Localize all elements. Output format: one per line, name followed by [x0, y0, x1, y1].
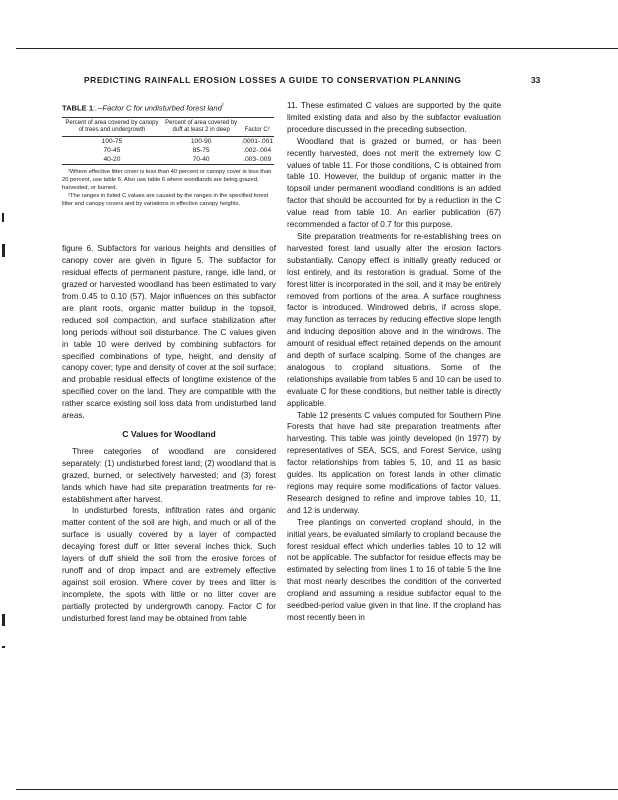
running-header: PREDICTING RAINFALL EROSION LOSSES A GUIDE TO CONSERVATION PLANNING — [84, 75, 462, 85]
table-footnotes — [62, 169, 276, 208]
right-column — [287, 100, 501, 624]
scan-mark — [2, 614, 5, 626]
factor-c-table — [62, 117, 274, 165]
body-paragraph: Three categories of woodland are considered separately: (1) undisturbed forest land; (2) woodland that is grazed, burned, or selectively harvested; and (3) forest lands which have had site preparation treatments for re-establishment after harvest. — [62, 446, 276, 504]
body-paragraph: Site preparation treatments for re-establishing trees on harvested forest land usually alter the erosion factors substantially. Canopy effect is initially greatly reduced or lost entirely, and its restoration is gradual. Some of the forest litter is incorporated in the soil, and it may be entirely removed from portions of the area. A surface roughness factor is introduced. Windrowed debris, if across slope, may function as terraces by reducing effective slope length and inducing deposition above and in the windrows. The amount of residual effect retained depends on the amount and depth of surface scalping. Some of the changes are analogous to cropland situations. Some of the relationships available from tables 5 and 10 can be used to evaluate C for these conditions, but neither table is directly applicable. — [287, 231, 501, 408]
table-footnote-1: ¹Where effective litter cover is less than 40 percent or canopy cover is less than 20 percent, use table 6. Also use table 6 where woodlands are being grazed, harvested, or burned. — [62, 169, 272, 191]
scan-mark — [2, 244, 5, 257]
table-cell: 40-20 — [62, 155, 162, 165]
top-rule — [16, 48, 618, 49]
scan-mark — [2, 646, 5, 648]
page-number: 33 — [531, 75, 541, 85]
table-row — [62, 137, 274, 147]
table-footnote-2: ²The ranges in listed C values are caused by the ranges in the specified forest litter and canopy covers and by variations in effective canopy heights. — [62, 193, 269, 207]
table-title — [62, 100, 276, 114]
table-cell: 85-75 — [192, 147, 210, 155]
table-header-duff: Percent of area covered by duff at least 2 in deep — [162, 118, 241, 137]
table-row — [62, 155, 274, 165]
body-paragraph: In undisturbed forests, infiltration rates and organic matter content of the soil are high, and much or all of the surface is usually covered by a layer of compacted decaying forest duff or litter several inches thick. Such layers of duff shield the soil from the erosive forces of runoff and of drop impact and are extremely effective against soil erosion. Where cover by trees and litter is incomplete, the spots with little or no litter cover are partially protected by undergrowth canopy. Factor C for undisturbed forest land may be obtained from table — [62, 506, 276, 623]
body-paragraph: Tree plantings on converted cropland should, in the initial years, be evaluated similarly to cropland because the forest residual effect which underlies tables 10 to 12 will not be applicable. The subfactor for residue effects may be estimated by selecting from lines 1 to 16 of table 5 the line that most nearly describes the condition of the converted cropland and assuming a residue subfactor equal to the seedbed-period value given in that line. If the cropland has most recently been in — [287, 517, 501, 622]
left-column — [62, 100, 276, 625]
table-header-factor-c: Factor C² — [240, 118, 274, 137]
scan-mark — [2, 213, 4, 222]
table-cell: 100-90 — [190, 138, 212, 146]
table-cell: 70-40 — [162, 155, 241, 165]
table-label: TABLE 1 — [62, 103, 94, 113]
table-cell: .003-.009 — [240, 155, 274, 165]
body-paragraph: Woodland that is grazed or burned, or has been recently harvested, does not merit the extremely low C values of table 11. For those conditions, C is obtained from table 10. However, the buildup of organic matter in the topsoil under permanent woodland conditions is an added factor that should be accounted for by a reduction in the C value read from table 10. An earlier publication (67) recommended a factor of 0.7 for this purpose. — [287, 136, 501, 230]
table-title-note: ¹ — [221, 102, 224, 109]
table-row — [62, 146, 274, 155]
body-paragraph: 11. These estimated C values are supported by the quite limited existing data and also by the subfactor evaluation procedure discussed in the preceding subsection. — [287, 101, 501, 134]
table-cell: .0001-.001 — [241, 138, 273, 146]
table-title-text: :.--Factor C for undisturbed forest land — [93, 103, 222, 113]
section-heading: C Values for Woodland — [122, 429, 216, 439]
bottom-rule — [16, 789, 618, 790]
table-cell: .002-.004 — [243, 147, 272, 155]
body-paragraph: figure 6. Subfactors for various heights and densities of canopy cover are given in figure 5. The subfactor for residual effects of permanent pasture, range, idle land, or grazed or harvested woodland has been estimated to vary from 0.45 to 0.10 (57). Major influences on this subfactor are plant roots, organic matter buildup in the topsoil, reduced soil compaction, and surface stabilization after long periods without soil disturbance. The C values given in table 10 were derived by combining subfactors for specified combinations of type, height, and density of canopy cover; type and density of cover at the soil surface; and probable residual effects of longtime existence of the specified cover on the land. They are compatible with the rather scarce existing soil loss data from undisturbed land areas. — [62, 244, 276, 421]
table-header-canopy: Percent of area covered by canopy of trees and undergrowth — [62, 118, 162, 137]
table-cell: 100-75 — [101, 138, 123, 146]
table-cell: 70-45 — [103, 147, 121, 155]
body-paragraph: Table 12 presents C values computed for Southern Pine Forests that have had site preparation treatments after harvesting. This table was jointly developed (in 1977) by representatives of SEA, SCS, and Forest Service, using factor relationships from tables 5, 10, and 11 as basic guides. Its application on forest lands in other climatic regions may require some modifications of factor values. Research designed to refine and improve tables 10, 11, and 12 is underway. — [287, 410, 501, 515]
